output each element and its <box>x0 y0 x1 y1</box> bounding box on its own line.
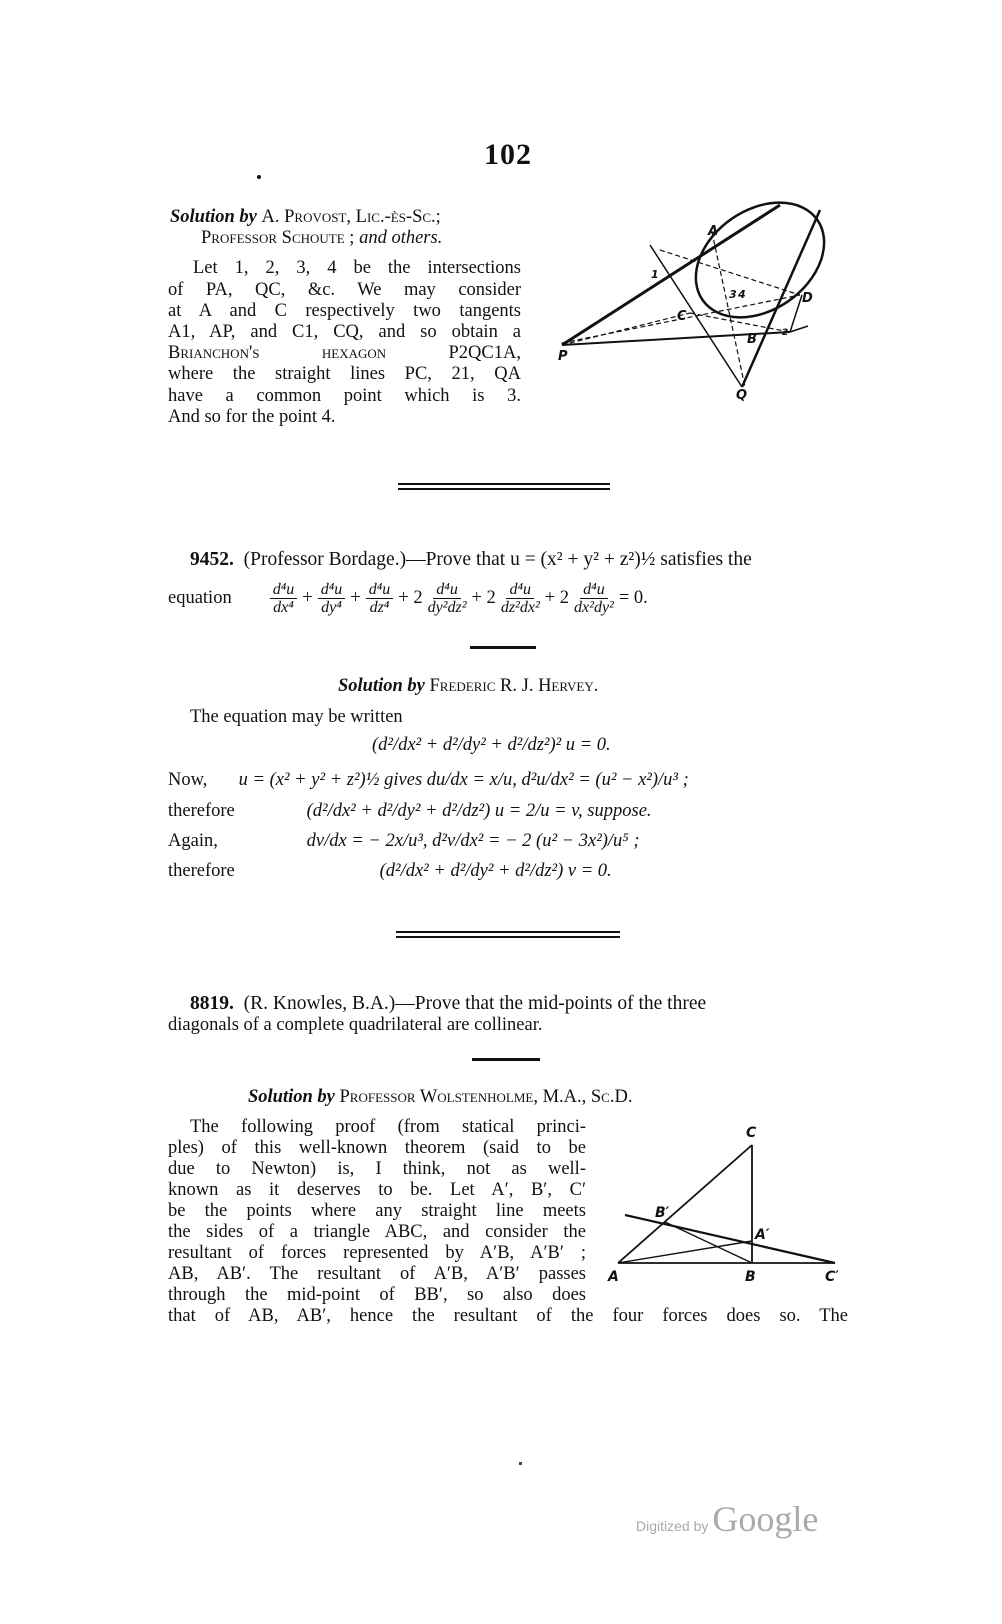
label-D: D <box>802 291 813 306</box>
label-Q: Q <box>736 388 748 403</box>
fraction: $\frac{\text{d⁴u}}{\text{dz⁴}}$ <box>366 581 394 616</box>
label-B-prime: B′ <box>655 1205 670 1221</box>
body-line: The equation may be written <box>190 707 403 727</box>
solution-heading <box>170 207 441 228</box>
digitized-by-google-watermark <box>636 1498 818 1540</box>
watermark-prefix: Digitized by <box>636 1518 709 1534</box>
body-line: at A and C respectively two tangents <box>168 301 521 321</box>
double-rule-top <box>398 483 610 485</box>
solver-name: A. Provost, Lic.-ès-Sc.; <box>261 207 441 227</box>
label-B: B <box>745 1269 756 1285</box>
body-line: of PA, QC, &c. We may consider <box>168 280 521 300</box>
body-line: due to Newton) is, I think, not as well- <box>168 1159 586 1179</box>
math-line: (d²/dx² + d²/dy² + d²/dz²)² u = 0. <box>372 735 611 755</box>
fraction: $\frac{\text{d⁴u}}{\text{dy²dz²}}$ <box>427 580 467 616</box>
solution-row <box>168 770 689 791</box>
short-rule <box>470 646 536 649</box>
operator: + <box>350 587 361 608</box>
problem-statement: (Professor Bordage.)—Prove that u = (x² + y² + z²)½ satisfies the <box>243 549 752 570</box>
fraction: $\frac{\text{d⁴u}}{\text{dz²dx²}}$ <box>500 580 540 616</box>
problem-8819 <box>190 993 848 1014</box>
label-C: C <box>746 1125 757 1141</box>
fraction: $\frac{\text{d⁴u}}{\text{dx²dy²}}$ <box>574 580 614 616</box>
scan-speck <box>519 1462 522 1465</box>
fraction: $\frac{\text{d⁴u}}{\text{dy⁴}}$ <box>318 581 346 616</box>
page-number: 102 <box>484 138 532 171</box>
label-3: 3 <box>729 288 737 301</box>
label-P: P <box>558 349 568 364</box>
solution-by-label: Solution by <box>248 1087 335 1107</box>
solution-by-label: Solution by <box>170 207 257 227</box>
body-line: be the points where any straight line meets <box>168 1201 586 1221</box>
label-A: A <box>608 1269 619 1285</box>
problem-statement: (R. Knowles, B.A.)—Prove that the mid-points of the three <box>243 993 707 1014</box>
solution-row <box>168 801 652 822</box>
solution-heading <box>248 1087 632 1108</box>
short-rule <box>472 1058 540 1061</box>
operator: = 0. <box>618 587 648 608</box>
solution-row <box>168 861 612 882</box>
solver-name: Professor Schoute ; <box>201 228 355 248</box>
body-line: resultant of forces represented by A′B, A′B′ ; <box>168 1243 586 1263</box>
body-line: ples) of this well-known theorem (said to be <box>168 1138 586 1158</box>
label-A-prime: A′ <box>755 1227 770 1243</box>
operator: + 2 <box>471 587 496 608</box>
body-line: known as it deserves to be. Let A′, B′, C′ <box>168 1180 586 1200</box>
triangle-figure <box>600 1115 850 1290</box>
double-rule-top <box>396 931 620 933</box>
body-line: AB, AB′. The resultant of A′B, A′B′ passes <box>168 1264 586 1284</box>
solution-heading-line2 <box>201 228 442 249</box>
solver-name: Frederic R. J. Hervey. <box>429 676 599 696</box>
problem-number: 8819. <box>190 993 234 1014</box>
equation-label: equation <box>168 587 232 608</box>
body-line: have a common point which is 3. <box>168 386 521 406</box>
label-C-prime: C′ <box>825 1269 839 1285</box>
label-A: A <box>708 224 719 239</box>
solution-by-label: Solution by <box>338 676 425 696</box>
label-B: B <box>747 332 757 347</box>
double-rule-bottom <box>398 488 610 490</box>
google-logo: Google <box>712 1499 819 1539</box>
brianchon-figure <box>550 195 850 405</box>
math-expression: (d²/dx² + d²/dy² + d²/dz²) v = 0. <box>379 861 612 881</box>
operator: + 2 <box>544 587 570 608</box>
math-expression: dv/dx = − 2x/u³, d²v/dx² = − 2 (u² − 3x²)/u⁵ ; <box>306 831 640 851</box>
double-rule-bottom <box>396 936 620 938</box>
transversal <box>625 1215 835 1263</box>
math-expression: u = (x² + y² + z²)½ gives du/dx = x/u, d²u/dx² = (u² − x²)/u³ ; <box>238 770 689 790</box>
label-1: 1 <box>651 268 659 281</box>
body-line: Let 1, 2, 3, 4 be the intersections <box>193 258 521 278</box>
row-label: Again, <box>168 831 218 851</box>
problem-9452 <box>190 549 752 570</box>
row-label: Now, <box>168 770 208 790</box>
body-line: through the mid-point of BB′, so also does <box>168 1285 586 1305</box>
problem-statement-line2: diagonals of a complete quadrilateral are collinear. <box>168 1015 543 1035</box>
body-line: The following proof (from statical princi- <box>190 1117 586 1137</box>
side-AC <box>618 1145 752 1263</box>
others-label: and others. <box>359 228 443 248</box>
equation-row <box>168 577 651 619</box>
label-2: 2 <box>782 328 789 338</box>
operator: + 2 <box>398 587 423 608</box>
label-C: C <box>677 309 687 324</box>
body-line: where the straight lines PC, 21, QA <box>168 364 521 384</box>
solution-row <box>168 831 640 852</box>
math-expression: (d²/dx² + d²/dy² + d²/dz²) u = 2/u = v, suppose. <box>306 801 652 821</box>
label-4: 4 <box>738 288 746 301</box>
solution-heading <box>338 676 598 697</box>
row-label: therefore <box>168 801 235 821</box>
operator: + <box>302 587 313 608</box>
problem-number: 9452. <box>190 549 234 570</box>
row-label: therefore <box>168 861 235 881</box>
body-line: And so for the point 4. <box>168 407 336 427</box>
body-line: the sides of a triangle ABC, and consider the <box>168 1222 586 1242</box>
body-line: A1, AP, and C1, CQ, and so obtain a <box>168 322 521 342</box>
body-line: that of AB, AB′, hence the resultant of the four forces does so. The <box>168 1306 848 1326</box>
body-line: Brianchon's hexagon P2QC1A, <box>168 343 521 363</box>
scan-speck <box>257 175 261 179</box>
solver-name: Professor Wolstenholme, M.A., Sc.D. <box>339 1087 633 1107</box>
fraction: $\frac{\text{d⁴u}}{\text{dx⁴}}$ <box>270 581 298 616</box>
